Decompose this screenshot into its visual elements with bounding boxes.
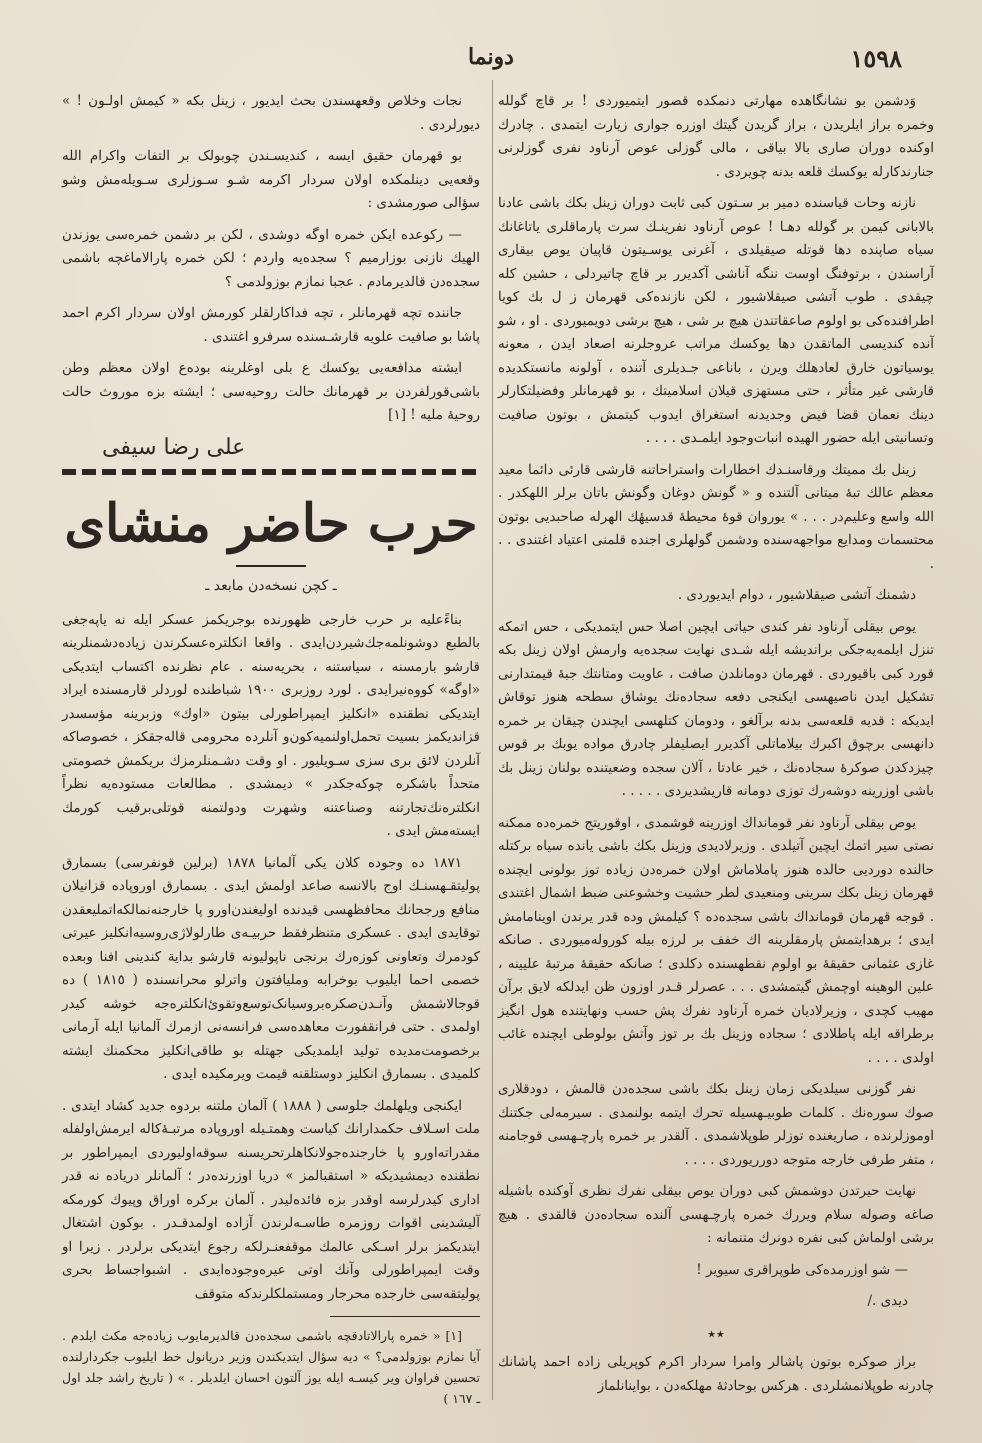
story-paragraph: بو قهرمان حقیق ایسه ، کندیسـندن چوبولک بر التفات واکرام الله وقعه‌یی دینلمکده اولان سردار اکرمه شـو سـوزلری سـویله‌مش وشو سؤالی صورمشدی :	[62, 148, 480, 211]
story-paragraph: نجات وخلاص وقعهسندن بحث ایدیور ، زینل بکه « کیمش اولـون ! » دیورلردی .	[62, 93, 480, 133]
title-underline	[236, 565, 306, 567]
story-paragraph: یوص بیقلی آرناود نفر کندی حیاتی ایچین اصلا حس ایتمدیکی ، حس اتمکه تنزل ایلمه‌یه‌جکی براندیشه ایله شـدی نهایت سجده‌یه وارمش اولان زینل بکه قورد کبی باقیوردی . قهرمان دومانلدن صافت ، عاویت ومتانتك جبهٔ قیمتدارنی تشکیل ایدن ناصیهسی ایکنجی دفعه سجاده‌نك یوشاق سطحه هنوز توقاش ایدیکه : قدیه قلعه‌سی بدنه برآلغو ، ودومان کتلهسی ایچندن چیقان بر خمره دانهسی برچوق اکبرك بیلاماتلی آکدیرر ایصلیفلر چادرق مواده یوبك بر قوس چیزدکدن صوکرهٔ سجاده‌نك ، خیر عادتا ، آلان سجده وضعیتنده بولنان زینل بك باشی اوزرینه دوشه‌رك توزی دومانه قاریشدیردی . . . . .	[498, 618, 934, 799]
author-signature: علی رضا سیفی	[102, 434, 246, 460]
story-paragraph: — رکوعده ایکن خمره اوگه دوشدی ، لکن بر دشمن خمره‌سی یوزندن الهیك نازنی بوزارمیم ؟ سجده‌یه واردم ؛ لکن خمره پارالاماغچه باشمی سجده‌دن قالدیرمادم . عجبا نمازم بوزولدمی ؟	[62, 226, 480, 290]
article-paragraph: بناءًعلیه بر حرب خارجی ظهورنده بوجریکمز عسکر ایله نه یاپه‌جغی بالطبع دوشونلمه‌جك‌شیردن‌ایدی . واقعا انکلتره‌عسکرندن زیاده‌دشمنلرینه قارشو بارمسنه ، سیاستنه ، بحریه‌سنه . عام نظرنده اکتساب ایتدیکی «اوگه» کووه‌نیرایدی . لورد روزبری ١٩٠٠ شباطنده لوردلر قارمسنده ایراد ایتدیکی نطقنده «انکلیز ایمپراطورلی بیتون «اوك» وزبرینه مؤسسدر قزاندیکمز بسیت تحمل‌اولنمیه‌کون‌و آنلرده محرومی قاله‌جقکز ، خصوصاکه آنلردن لائق بری سزی سـویلیور . او وقت دشـمنلرمزك بریکمش خصومتی متحداً باشکره چوکه‌جکدر » دیمشدی . مطالعات مستوده‌یه نظراً انکلتره‌نك‌تجارتنه وصناعتنه وشهرت ودولتمنه قوتلی‌برقیب کورمك ایسته‌مش ایدی .	[62, 611, 480, 839]
journal-name: دونما	[468, 44, 514, 70]
story-paragraph: جاننده تچه قهرمانلر ، تچه فداکارلقلر کورمش اولان سردار اکرم احمد پاشا بو صافیت علویه قارشـسنده سرفرو اغتندی .	[62, 305, 480, 345]
left-column	[62, 90, 480, 1417]
page-header	[60, 44, 922, 84]
article-title: حرب حاضر منشای	[64, 493, 478, 554]
story-paragraph: براز صوکره بوتون پاشالر وامرا سردار اکرم کوپریلی زاده احمد پاشانك چادرنه طوپلانمشلردی . هرکس بوحادثهٔ مهلکه‌دن ، بواینانلماز	[498, 1354, 934, 1394]
dialogue-line: دیدی ./	[867, 1293, 908, 1309]
right-column	[498, 90, 934, 1406]
footnote: [١] « خمره پارالاتادقچه باشمی سجده‌دن قالدیرمایوب زیاده‌جه مکث ایلدم . آیا نمازم بوزولدمی؟ » دیه سؤال ایتدیکندن وزیر دریانول خط ایلیوب جکردارلنده تحسین فراوان ویر کیسـه ایله یوز آلتون احسان ایلدیلر . » ( تاریخ راشد جلد اول ـ ١٦٧ )	[62, 1328, 480, 1406]
dialogue-line: — شو اوزرمده‌کی طوپراقری سیویر !	[696, 1261, 908, 1278]
article-paragraph: ایکنجی ویلهلمك جلوسی ( ١٨٨٨ ) آلمان ملتنه بردوه جدید کشاد ایتدی . ملت اسـلاف حکمدارانك کیاست وهمتـیله اوروپاده مرتبـهٔ‌کاله ایرمش‌اولفله مقدراته‌اورو پا خارجنده‌جولانکاهلر‌تحریسنه سوقه‌اولیوردی ایمپراطور بر نطقنده دیمشیدیکه « استقبالمز » دریا اوزرنده‌در ؛ آلمانلر دریاده نه قدر اداری کیدرلرسه اوقدر بزه فائده‌لیدر . آلمان برکره اوراق وپیوك کورمکه آلیشدینی اقوات روزمره طاسـه‌لرندن آزاده اولمدقـدر . بوکون اشتغال ایتدیکمز برلر اسـکی عالمك موقفعنـرلکه رجوع ایتدیکی برلردر . زیرا او وقت ایمپراطورلی وآنك اوتی عیره‌وجوده‌ایدی . اشبواجساط بحری پولیتقه‌سی خارجده محرجار ومستملکلرندکه متوقف	[62, 1097, 480, 1302]
page-number: ١٥٩٨	[850, 44, 902, 73]
article-paragraph: ١٨٧١ ده وجوده کلان یکی آلمانیا ١٨٧٨ (برلین قونفرسی) بسمارق پولیتقـهسنـك اوج بالانسه صاعد اولمش ایدی . بسمارق اوروپاده قزانیلان منافع ورجحانك محافظهسی قیدنده اوليغندن‌اورو پا خارجنه‌نمالکه‌اتملیعقدن توقایدی ایدی . عسکری متنظرفقط حربیـه‌ی طارلولاژی‌روسیه‌انکلیز عیرتی کودمرك وتعاونی کوزه‌رك برنجی ناپولیونه قارشو بدایة کندینی افنا وبعده خصمی احما ایلیوب بوخرابه وملیافتون واترلو محرانسنده ( ١٨١٥ ) ده قوجالاشمش وآنـدن‌صکره‌بروسیانک‌توسع‌وتقویٔ‌انکلتره‌جه خوشه کیدر اولمدی . حتی فرانقفورت معاهده‌سی فرانسه‌نی ازمرك آلمانیا ایله آرمانی برخصومت‌مدیده تولید ایلمدیکی جهتله بو طاقی‌انکلیز محکمنك ایشته کلمیدی . بسمارق انکلیز دوستلقنه قیمت ویرمکیده ایدی .	[62, 854, 480, 1082]
story-paragraph: نهایت حیرتدن دوشمش کبی دوران یوص بیقلی نفرك نظری آوکنده باشیله صاغه وصوله سلام ویررك خمره پارچـهسی آلنده سجاده‌دن قالقدی . هیچ برشی اولماش کبی نفره دونرك متنمانه :	[498, 1183, 934, 1246]
story-paragraph: دشمنك آتشی صیقلاشیور ، دوام ایدیوردی .	[677, 587, 916, 603]
story-paragraph: ایشته مدافعه‌یی یوکسك ع بلی اوغلرینه بوده‌ع اولان معظم وطن باشی‌قورلفردن بر قهرمانك حالت روحیه‌سی ؛ ایشته بزه موروث حالت روحیهٔ ملیه ! [١]	[62, 360, 480, 423]
footnote-rule	[330, 1316, 480, 1317]
story-paragraph: نفر گوزنی سیلدیکی زمان زینل بکك باشی سجده‌دن قالمش ، دودقلاری صوك سوره‌نك . کلمات طوبیـهسیله تحرك ایتمه بولنمدی . سیرمه‌لی جکتنك اوموزلرنده ، صاریغنده توزلر طوپلاشمدی . آلقدر بر خمره پارچـهسی قوجامنه ، متفر طرفی خارجه متوجه دورریوردی . . . .	[498, 1081, 934, 1168]
story-paragraph: وَدشمن بو نشانگاهده مهارتی دنمکده قصور ایتمیوردی ! بر قاچ گولله وخمره براز ایلریدن ، براز گریدن گیتك اوزره جواری زیارت ایتمدی . چادرك اوکنده دوران صاری بالا بیاقی ، مالی گوزلی عوص آرناود نفری گوزلرنی جنارندکارله یوکسك قلعه بدنه چویردی .	[498, 93, 934, 180]
column-divider	[492, 80, 493, 1400]
dashed-separator	[62, 469, 480, 475]
story-paragraph: یوص بیقلی آرناود نفر قومانداك اوزرینه قوشمدی ، اوقوریتج خمره‌ده ممکنه نصتی سیر اتمك ایچین آتیلدی . وزیرلادیدی وزینل بکك باشی یانده سیاه برکتله حالنده دوردیی حالده هنوز پاملاماش اولان خمره‌دن زیاده توز بولونی ایچنده قهرمان زینل بکك سرینی ومنعیدی لطر حشیت وخشوعنی ضبط اشمال اغتندی . قوجه قهرمان قومانداك باشی سجده‌ده ؟ کیلمش وده قدر یرندن اوینامامش ایدی ؛ برهدایتمش پارمقلرینه اك خفف بر لرزه بیله کوروله‌میوردی . صانکه غازی عثمانی حقیقهٔ بو اولوم نقطهسنده دکلدی ؛ صانکه حقیقهٔ مرتبهٔ علیینه ، علین الوهینه اوچمش گیتمشدی . . . عصرلر قـدر اوزون ظن ایدلکه لایق برآن مهیب کچدی ، وزیرلادیان خمره آرناود نفرك پش حسب ونهایتنده هول انگیز برطراقه ایله پاطلادی ؛ سجاده وزینل بك بر توز وآتش بولوطی ایچنده غائب اولدی . . . .	[498, 814, 934, 1066]
story-paragraph: نازنه وحات قیاسنده دمیر بر سـتون کبی ثابت دوران زینل بکك باشی عادنا بالابانی کیمن بر گولله دهـا ! عوص آرناود نفرینـك سرت پارماقلری یاتاغانك سیاه صاپنده دها قوتله صیقیلدی ، آغرنی یوسـیتون قاپیان یوص بیقاری آراسندن ، برتوفنگ اوست ننگه آناشی آکدیرر بر قاچ چاتیردلی ، حشین کله چیقدی . طوب آتشی صیقلاشیور ، لکن نازنده‌کی قهرمان ز ل بك کویا اطرافنده‌کی بو اولوم صاعقاتندن هیچ بر شی ، هیچ برشی دویمیوردی . او ، شو آنده کندیسی الماتقدن دها یوکسك مراتب عروجلرنه اصعاد ایدن ، معونه یوسیاتون خارق لعادهلك ویرن ، باناعی جـدیلری آتنده ، آولونه مانستکدیده قارشی غیر متأثر ، حتی مستهزی قیلان اسلامیتك ، بو قهرمانلر وفضیلتکارلر دینك نعمان قضا فیض وجدیدنه استغراق ایدوب کیتمش ، بوتون صافیت وتسانیتی ایله حضور الهیده انبات‌وجود ایلمـدی . . . .	[498, 195, 934, 446]
story-paragraph: زینل بك ممیتك ورقاسنـدك اخطارات واستراحاتنه قارشی قارئی دائما معید معظم عالك تبهٔ میتانی آلتنده و « گونش دوغان وگونش باتان برلر اللهکدر . الله واسع وعلیم‌در . . . » یوروان قوهٔ محیطهٔ قدسیهٔك الهرله صاحبدیی بوتون محتسمات ومدایع مواجهه‌سنده ودشمن گولهلری اجنده قلمنی اعتیاد اغتندی . . .	[498, 461, 934, 572]
section-break-mark: ٭٭	[707, 1323, 725, 1343]
article-subtitle: ـ کچن نسخه‌دن مابعد ـ	[205, 578, 337, 594]
